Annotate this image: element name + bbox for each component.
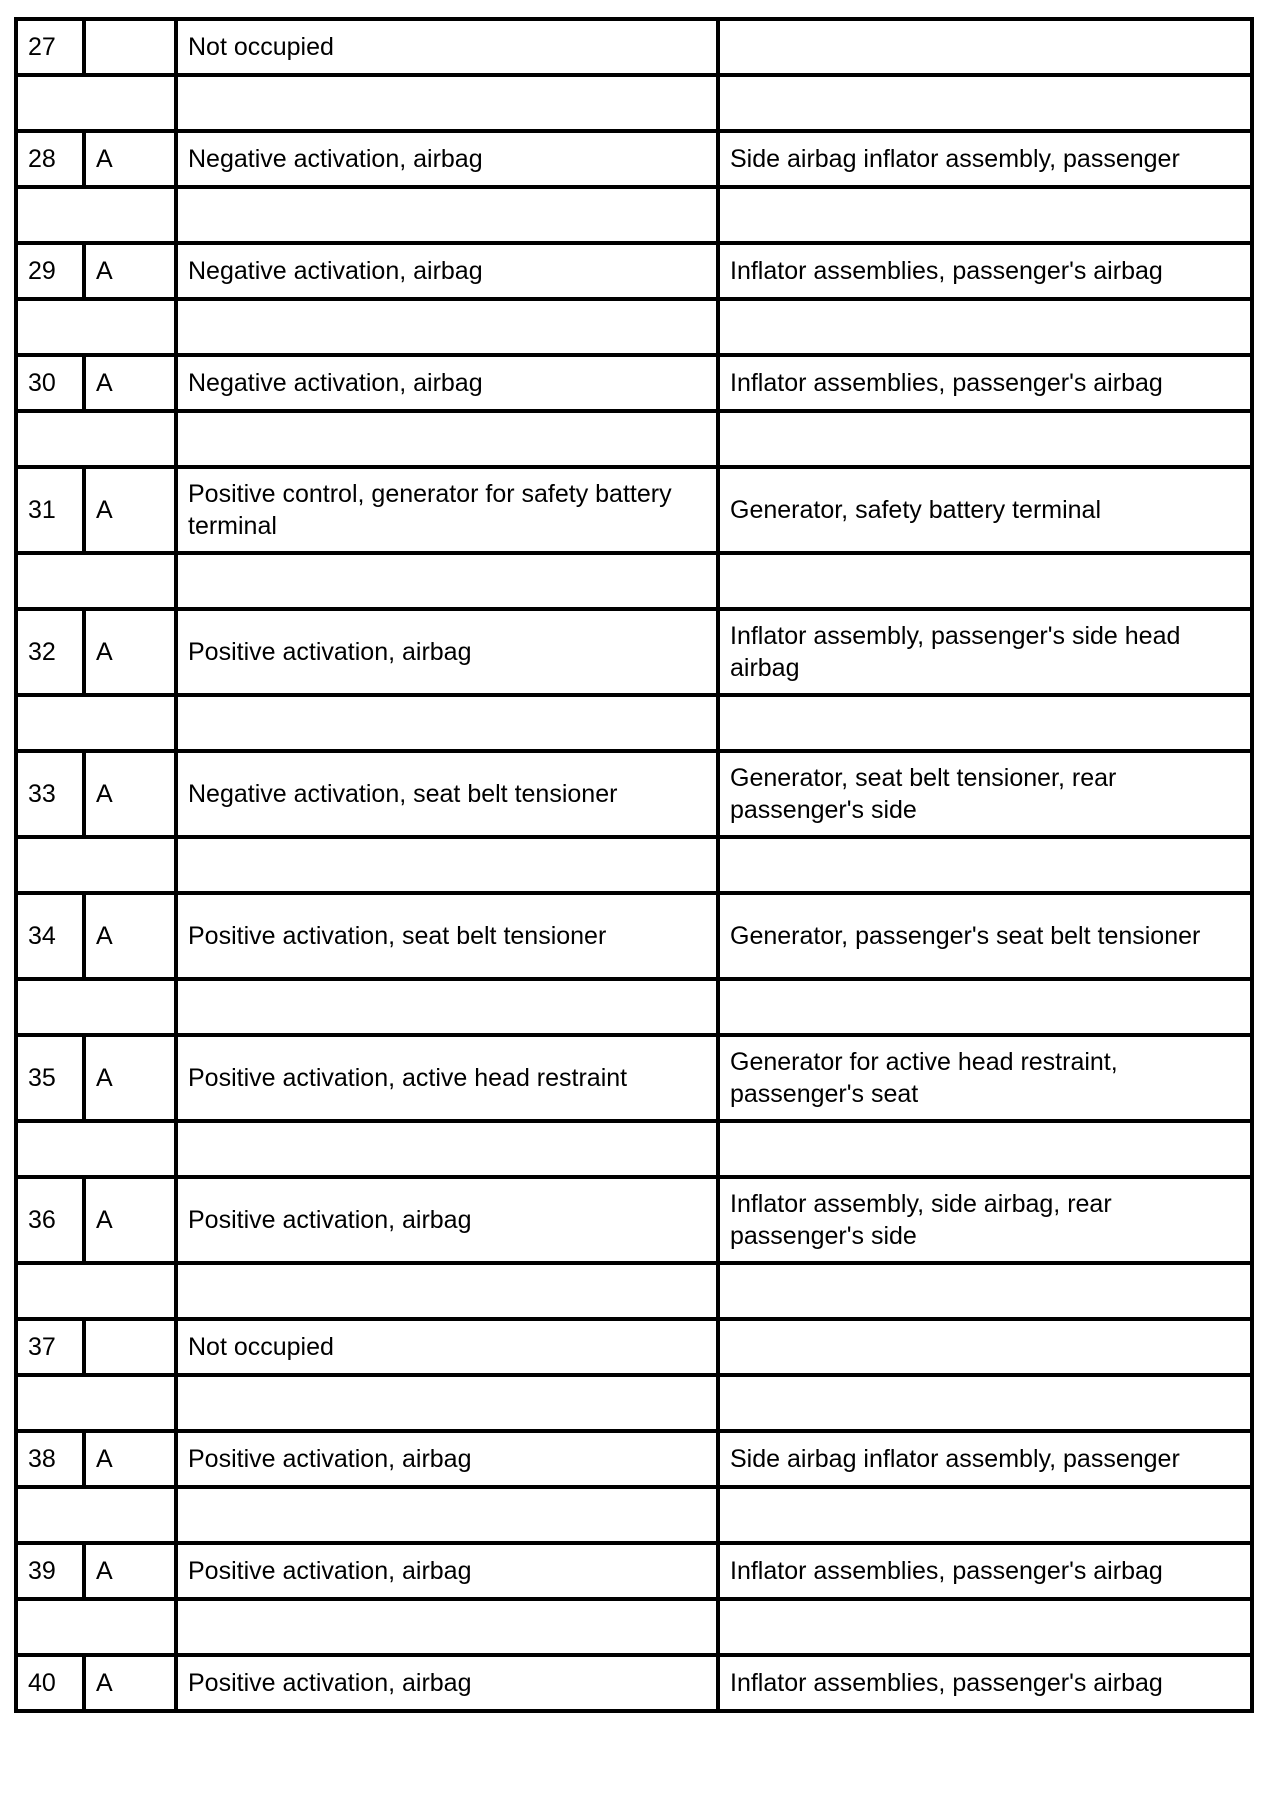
- component-cell: Inflator assemblies, passenger's airbag: [718, 1655, 1252, 1711]
- table-row: [16, 1319, 1252, 1375]
- table-row: [16, 1431, 1252, 1487]
- spacer-row: [16, 1487, 1252, 1543]
- pin-number-cell: 35: [16, 1035, 84, 1121]
- pin-number-cell: 37: [16, 1319, 84, 1375]
- signal-type-cell: A: [84, 1035, 176, 1121]
- signal-type-cell: A: [84, 355, 176, 411]
- pin-number-cell: 38: [16, 1431, 84, 1487]
- table-row: [16, 1177, 1252, 1263]
- signal-type-cell: A: [84, 467, 176, 553]
- description-cell: Positive activation, airbag: [176, 1543, 718, 1599]
- table-row: [16, 751, 1252, 837]
- table-row: [16, 131, 1252, 187]
- component-cell: Inflator assembly, passenger's side head airbag: [718, 609, 1252, 695]
- pin-number-cell: 27: [16, 19, 84, 75]
- spacer-row: [16, 1121, 1252, 1177]
- signal-type-cell: A: [84, 1655, 176, 1711]
- pin-assignment-table: [14, 17, 1254, 1713]
- signal-type-cell: A: [84, 243, 176, 299]
- pin-number-cell: 33: [16, 751, 84, 837]
- signal-type-cell: A: [84, 609, 176, 695]
- spacer-row: [16, 1375, 1252, 1431]
- spacer-row: [16, 75, 1252, 131]
- description-cell: Negative activation, airbag: [176, 243, 718, 299]
- component-cell: [718, 19, 1252, 75]
- description-cell: Positive activation, active head restraint: [176, 1035, 718, 1121]
- table-row: [16, 893, 1252, 979]
- spacer-row: [16, 837, 1252, 893]
- description-cell: Negative activation, seat belt tensioner: [176, 751, 718, 837]
- table-row: [16, 1035, 1252, 1121]
- signal-type-cell: A: [84, 893, 176, 979]
- component-cell: Inflator assemblies, passenger's airbag: [718, 243, 1252, 299]
- description-cell: Negative activation, airbag: [176, 131, 718, 187]
- component-cell: Generator, seat belt tensioner, rear passenger's side: [718, 751, 1252, 837]
- pin-number-cell: 31: [16, 467, 84, 553]
- pin-number-cell: 36: [16, 1177, 84, 1263]
- spacer-row: [16, 553, 1252, 609]
- description-cell: Positive control, generator for safety battery terminal: [176, 467, 718, 553]
- signal-type-cell: A: [84, 1177, 176, 1263]
- signal-type-cell: A: [84, 131, 176, 187]
- table-row: [16, 355, 1252, 411]
- pin-table-body: [16, 19, 1252, 1711]
- pin-number-cell: 34: [16, 893, 84, 979]
- description-cell: Positive activation, seat belt tensioner: [176, 893, 718, 979]
- pin-number-cell: 28: [16, 131, 84, 187]
- signal-type-cell: [84, 19, 176, 75]
- pin-number-cell: 39: [16, 1543, 84, 1599]
- spacer-row: [16, 979, 1252, 1035]
- signal-type-cell: A: [84, 1431, 176, 1487]
- description-cell: Negative activation, airbag: [176, 355, 718, 411]
- component-cell: Generator, safety battery terminal: [718, 467, 1252, 553]
- signal-type-cell: [84, 1319, 176, 1375]
- description-cell: Positive activation, airbag: [176, 1431, 718, 1487]
- description-cell: Not occupied: [176, 1319, 718, 1375]
- pin-number-cell: 29: [16, 243, 84, 299]
- table-row: [16, 609, 1252, 695]
- signal-type-cell: A: [84, 1543, 176, 1599]
- description-cell: Positive activation, airbag: [176, 1177, 718, 1263]
- description-cell: Positive activation, airbag: [176, 1655, 718, 1711]
- component-cell: Inflator assemblies, passenger's airbag: [718, 1543, 1252, 1599]
- component-cell: Side airbag inflator assembly, passenger: [718, 1431, 1252, 1487]
- spacer-row: [16, 187, 1252, 243]
- signal-type-cell: A: [84, 751, 176, 837]
- table-row: [16, 19, 1252, 75]
- component-cell: Inflator assembly, side airbag, rear passenger's side: [718, 1177, 1252, 1263]
- spacer-row: [16, 1599, 1252, 1655]
- pin-number-cell: 40: [16, 1655, 84, 1711]
- component-cell: Generator, passenger's seat belt tensioner: [718, 893, 1252, 979]
- component-cell: Generator for active head restraint, passenger's seat: [718, 1035, 1252, 1121]
- spacer-row: [16, 695, 1252, 751]
- spacer-row: [16, 299, 1252, 355]
- table-row: [16, 243, 1252, 299]
- table-row: [16, 467, 1252, 553]
- table-row: [16, 1543, 1252, 1599]
- pin-number-cell: 30: [16, 355, 84, 411]
- table-row: [16, 1655, 1252, 1711]
- description-cell: Positive activation, airbag: [176, 609, 718, 695]
- description-cell: Not occupied: [176, 19, 718, 75]
- component-cell: [718, 1319, 1252, 1375]
- spacer-row: [16, 1263, 1252, 1319]
- component-cell: Inflator assemblies, passenger's airbag: [718, 355, 1252, 411]
- spacer-row: [16, 411, 1252, 467]
- component-cell: Side airbag inflator assembly, passenger: [718, 131, 1252, 187]
- pin-number-cell: 32: [16, 609, 84, 695]
